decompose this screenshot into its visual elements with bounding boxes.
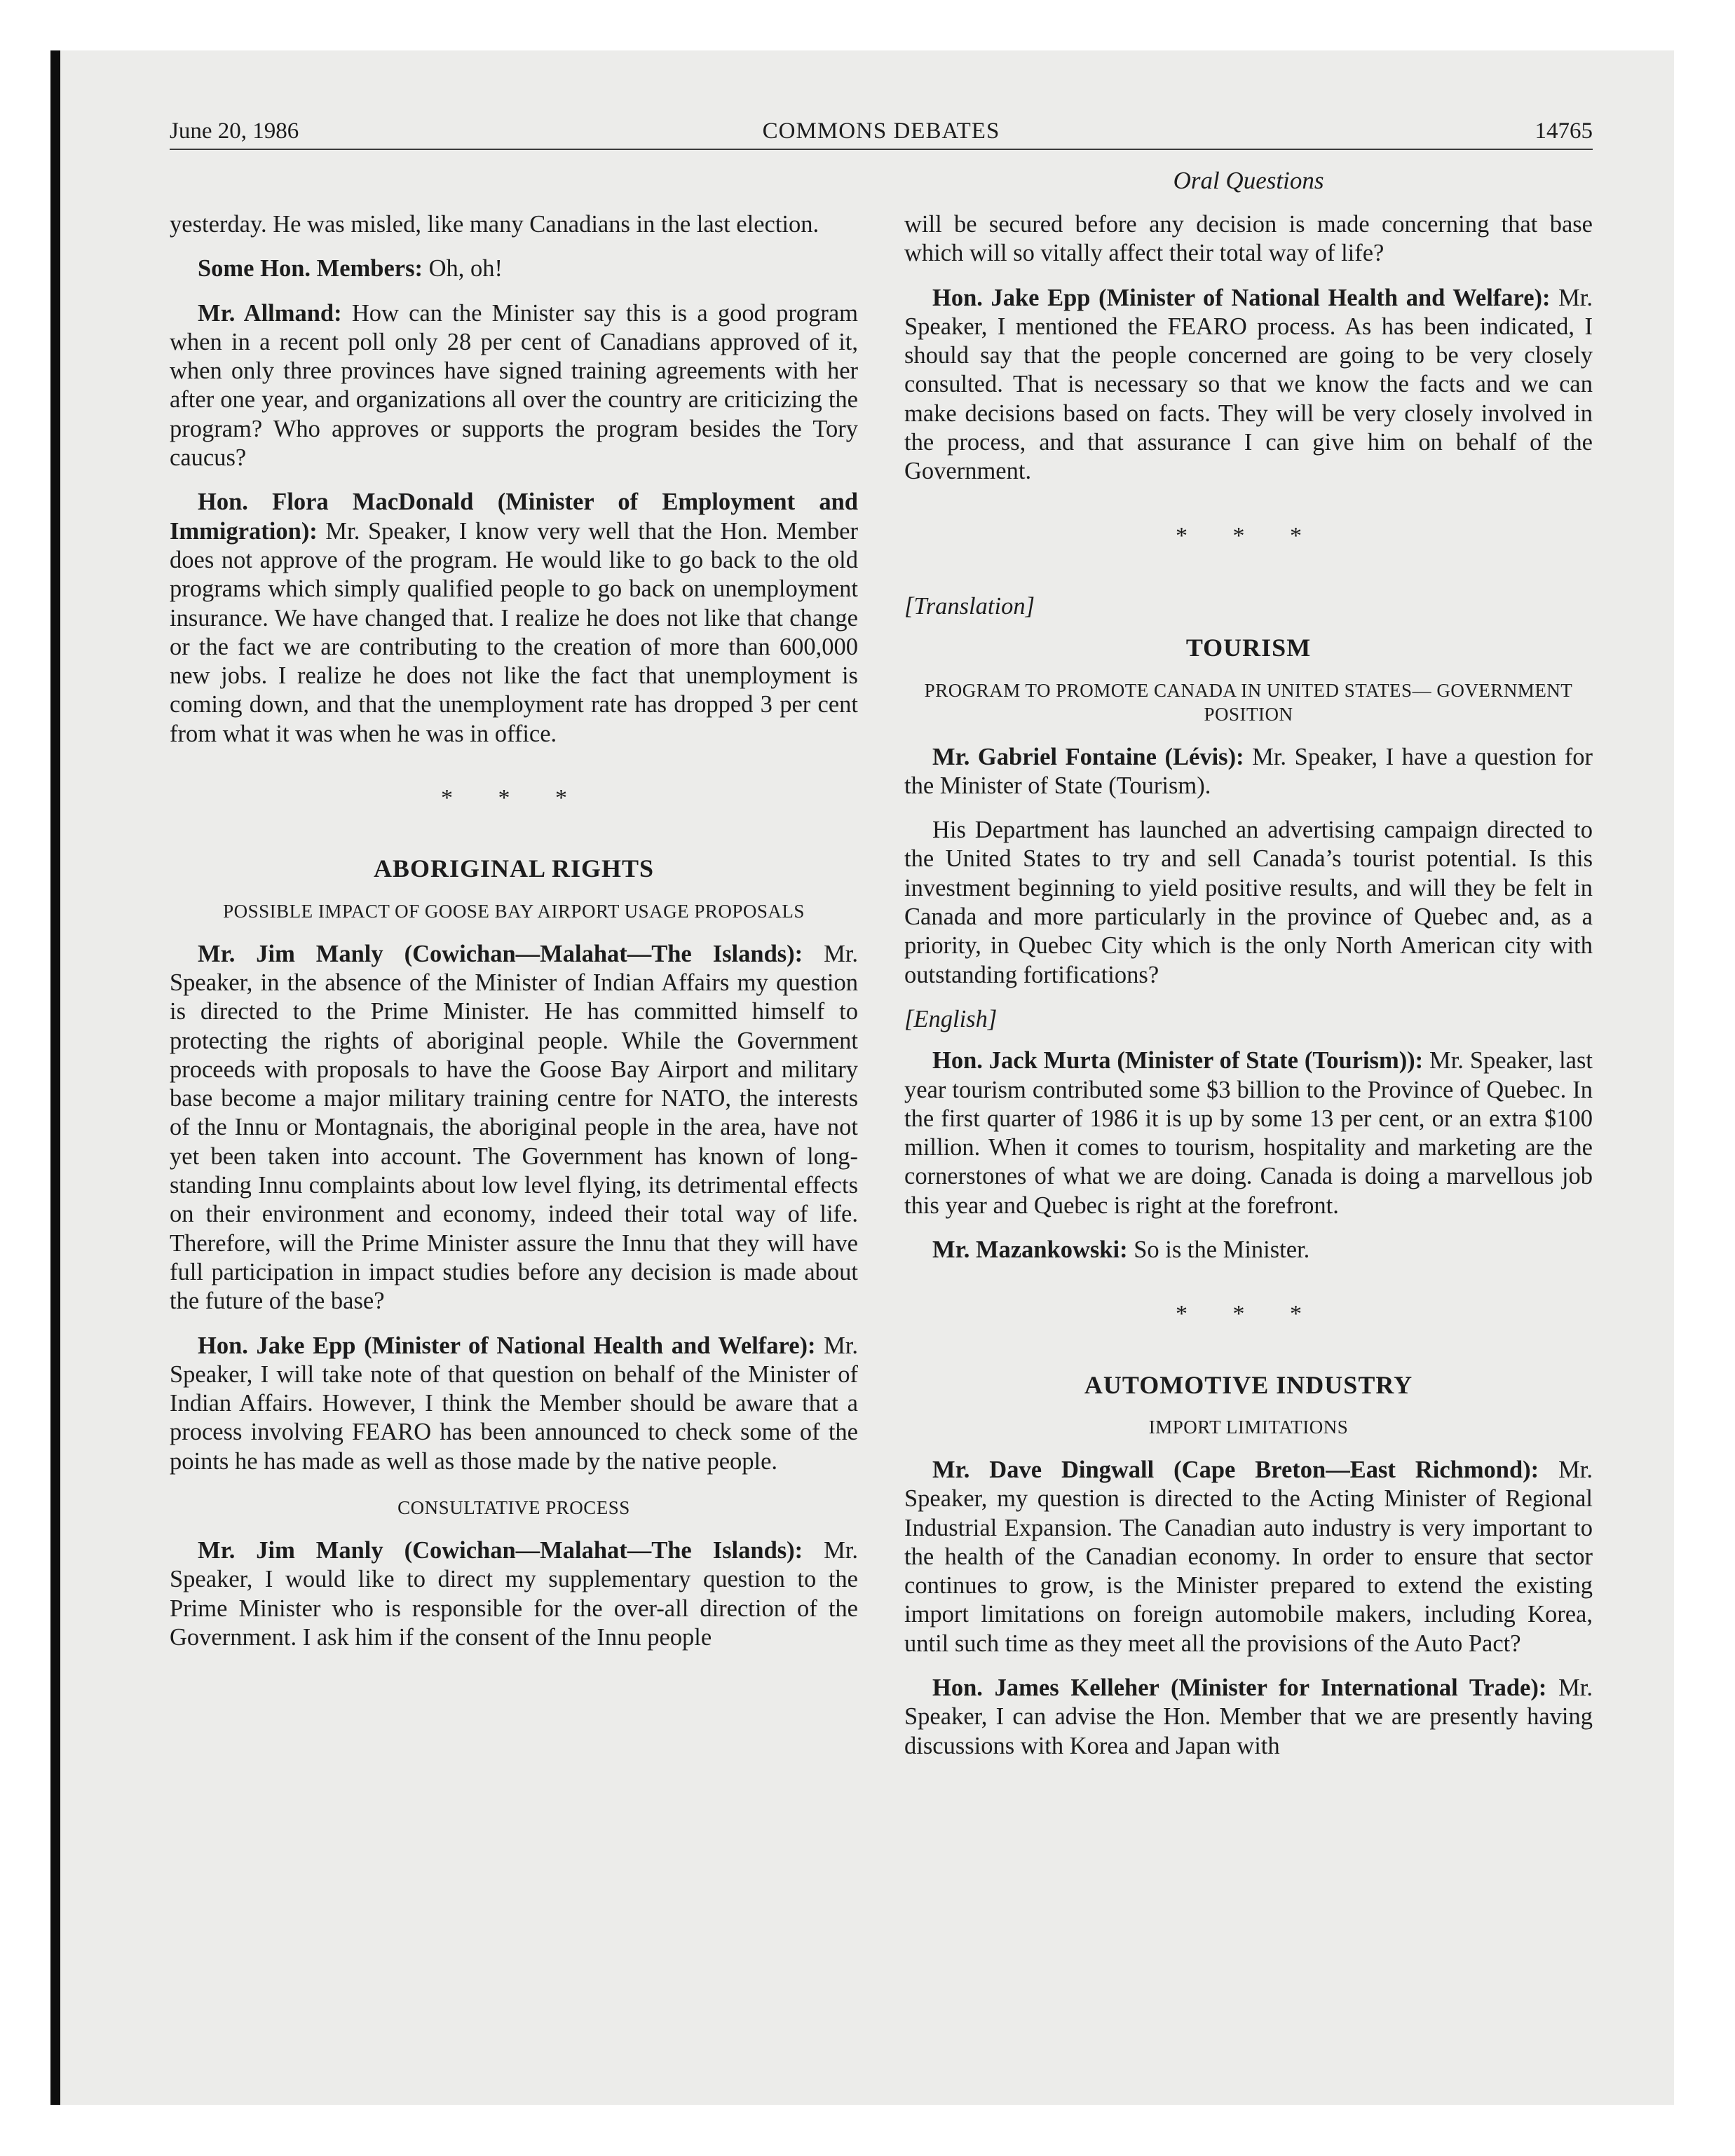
speech-text: So is the Minister.	[1127, 1236, 1310, 1264]
speech	[904, 284, 1593, 486]
speaker: Hon. James Kelleher (Minister for International Trade):	[932, 1674, 1547, 1701]
section-subheading: PROGRAM TO PROMOTE CANADA IN UNITED STATES— GOVERNMENT POSITION	[924, 679, 1573, 725]
speech	[904, 1046, 1593, 1220]
header-page-number: 14765	[1535, 118, 1593, 144]
speaker: Mr. Allmand:	[198, 299, 342, 327]
speaker: Mr. Mazankowski:	[932, 1236, 1128, 1264]
speech-text: Mr. Speaker, my question is directed to the Acting Minister of Regional Industrial Expansion. The Canadian auto industry is very important to the health of the Canadian economy. In order to ensure that sector continues to grow, is the Minister prepared to extend the existing import limitations on foreign automobile makers, including Korea, until such time as they meet all the provisions of the Auto Pact?	[904, 1456, 1593, 1657]
section-heading: TOURISM	[1185, 634, 1312, 662]
speech	[170, 940, 858, 1316]
page-header	[170, 114, 1593, 150]
speech-text: Mr. Speaker, last year tourism contributed some $3 billion to the Province of Quebec. In the first quarter of 1986 it is up by some 13 per cent, or an extra $100 million. When it comes to tourism, hospitality and marketing are the cornerstones of what we are doing. Canada is doing a marvellous job this year and Quebec is right at the forefront.	[904, 1047, 1593, 1219]
section-separator: * * *	[1176, 522, 1321, 549]
speech	[904, 743, 1593, 801]
speaker: Mr. Jim Manly (Cowichan—Malahat—The Islands):	[198, 940, 803, 967]
speech-text: Mr. Speaker, I will take note of that question on behalf of the Minister of Indian Affairs. However, I think the Member should be aware that a process involving FEARO has been announced to check some of the points he has made as well as those made by the native people.	[170, 1332, 858, 1475]
speech-text: Oh, oh!	[422, 255, 503, 282]
language-marker: [English]	[904, 1005, 998, 1032]
section-heading: ABORIGINAL RIGHTS	[373, 854, 655, 883]
speech	[170, 1332, 858, 1476]
section-heading: AUTOMOTIVE INDUSTRY	[1084, 1370, 1413, 1399]
speech	[170, 1536, 858, 1652]
section-subheading: CONSULTATIVE PROCESS	[397, 1496, 630, 1518]
section-separator: * * *	[441, 785, 587, 812]
speech-text: Mr. Speaker, I can advise the Hon. Member that we are presently having discussions with Korea and Japan with	[904, 1674, 1593, 1759]
paragraph: yesterday. He was misled, like many Canadians in the last election.	[170, 211, 819, 238]
speech-text: Mr. Speaker, in the absence of the Minister of Indian Affairs my question is directed to the Prime Minister. He has committed himself to protecting the rights of aboriginal people. While the Government proceeds with proposals to have the Goose Bay Airport and military base become a major military training centre for NATO, the interests of the Innu or Montagnais, the aboriginal people in the area, have not yet been taken into account. The Government has known of long-standing Innu complaints about low level flying, its detrimental effects on their environment and economy, indeed their total way of life. Therefore, will the Prime Minister assure the Innu that they will have full participation in impact studies before any decision is made about the future of the base?	[170, 940, 859, 1315]
paragraph: will be secured before any decision is made concerning that base which will so vitally affect their total way of life?	[904, 211, 1593, 267]
scan-edge-shadow	[50, 50, 60, 2105]
paragraph: His Department has launched an advertising campaign directed to the United States to try and sell Canada’s tourist potential. Is this investment beginning to yield positive results, and will they be felt in Canada and more particularly in the province of Quebec and, as a priority, in Quebec City which is the only North American city with outstanding fortifications?	[904, 817, 1593, 988]
left-column	[170, 210, 858, 1667]
speaker: Hon. Jake Epp (Minister of National Health and Welfare):	[932, 284, 1551, 311]
speaker: Some Hon. Members:	[198, 255, 423, 282]
running-head: Oral Questions	[1173, 167, 1324, 194]
header-title: COMMONS DEBATES	[762, 118, 1000, 144]
speech	[170, 254, 858, 283]
right-column	[904, 210, 1593, 1776]
speech-text: Mr. Speaker, I would like to direct my supplementary question to the Prime Minister who is responsible for the over-all direction of the Government. I ask him if the consent of the Innu people	[170, 1536, 859, 1651]
speech-text: Mr. Speaker, I know very well that the Hon. Member does not approve of the program. He would like to go back to the old programs which simply qualified people to go back on unemployment insurance. We have changed that. I realize he does not like that change or the fact we are contributing to the creation of more than 600,000 new jobs. I realize he does not like the fact that unemployment is coming down, and that the unemployment rate has dropped 3 per cent from what it was when he was in office.	[170, 517, 858, 747]
speech-text: Mr. Speaker, I mentioned the FEARO process. As has been indicated, I should say that the people concerned are going to be very closely consulted. That is necessary so that we know the facts and we can make decisions based on facts. They will be very closely involved in the process, and that assurance I can give him on behalf of the Government.	[904, 284, 1593, 485]
speaker: Hon. Jake Epp (Minister of National Health and Welfare):	[198, 1332, 816, 1359]
speaker: Mr. Jim Manly (Cowichan—Malahat—The Islands):	[198, 1536, 803, 1564]
speech	[904, 1674, 1593, 1761]
section-separator: * * *	[1176, 1301, 1321, 1328]
section-subheading: POSSIBLE IMPACT OF GOOSE BAY AIRPORT USAGE PROPOSALS	[223, 900, 805, 922]
language-marker: [Translation]	[904, 592, 1035, 620]
speaker: Hon. Jack Murta (Minister of State (Tourism)):	[932, 1047, 1424, 1074]
speech-text: How can the Minister say this is a good program when in a recent poll only 28 per cent of Canadians approved of it, when only three provinces have signed training agreements with her after one year, and organizations all over the country are criticizing the program? Who approves or supports the program besides the Tory caucus?	[170, 299, 858, 472]
section-subheading: IMPORT LIMITATIONS	[1148, 1416, 1349, 1438]
speech	[170, 488, 858, 749]
speech	[904, 1236, 1593, 1264]
speech	[904, 1456, 1593, 1658]
speaker: Mr. Dave Dingwall (Cape Breton—East Richmond):	[932, 1456, 1539, 1483]
speaker: Hon. Flora MacDonald (Minister of Employment and Immigration):	[170, 489, 858, 545]
header-date: June 20, 1986	[170, 118, 299, 144]
speech-text: Mr. Speaker, I have a question for the Minister of State (Tourism).	[904, 743, 1593, 799]
speech	[170, 299, 858, 473]
speaker: Mr. Gabriel Fontaine (Lévis):	[932, 743, 1244, 770]
